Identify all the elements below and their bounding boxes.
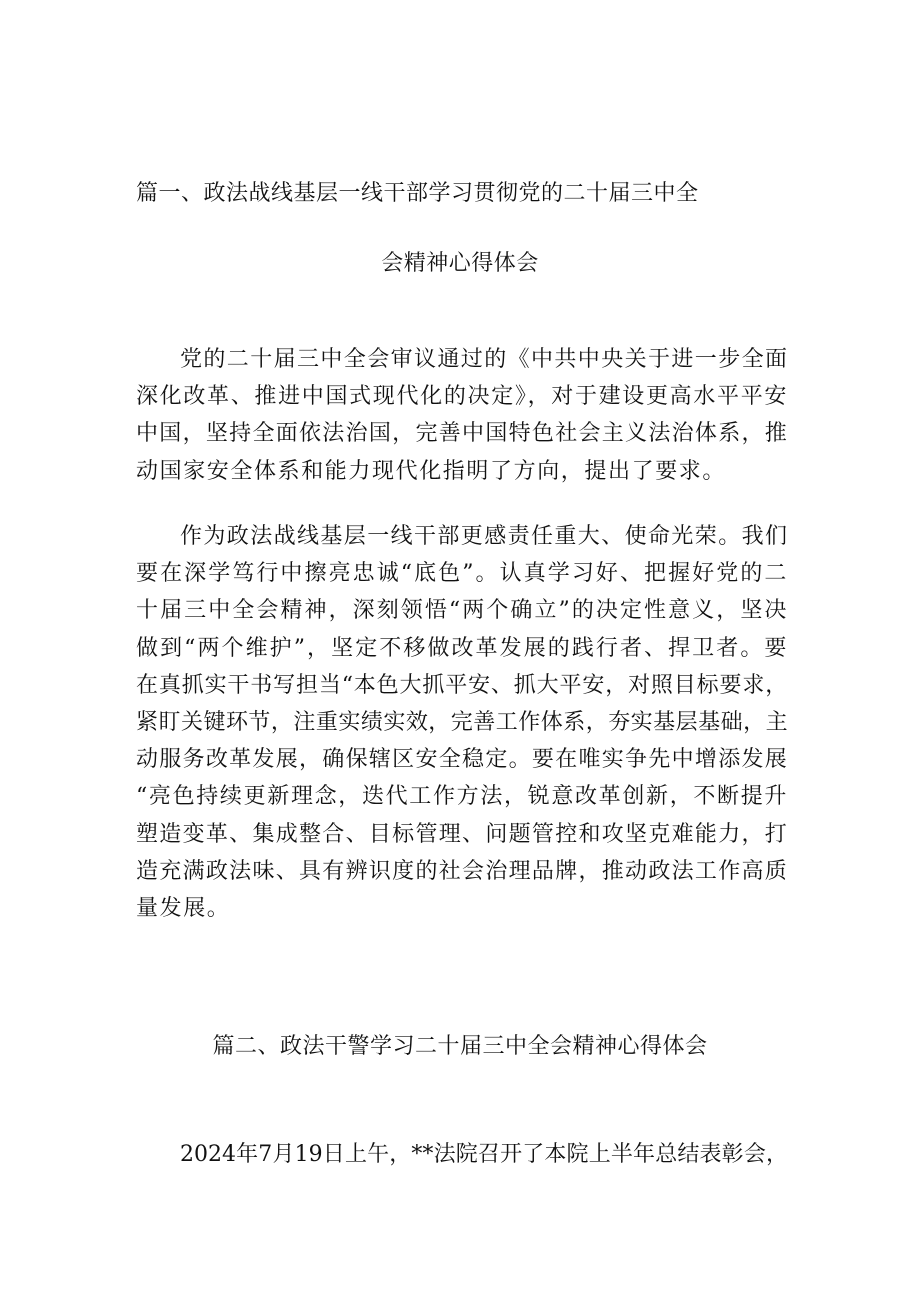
text-line: 在真抓实干书写担当“本色大抓平安、抓大平安，对照目标要求， [136, 672, 788, 698]
text-line: 造充满政法味、具有辨识度的社会治理品牌，推动政法工作高质 [136, 858, 788, 884]
article1-title-line1: 篇一、政法战线基层一线干部学习贯彻党的二十届三中全 [136, 181, 699, 206]
article1-paragraph1 [136, 341, 788, 490]
article2-paragraph1 [136, 1136, 788, 1173]
text-line: 党的二十届三中全会审议通过的《中共中央关于进一步全面 [180, 347, 789, 372]
text-line: 作为政法战线基层一线干部更感责任重大、使命光荣。我们 [180, 524, 789, 549]
text-line: 紧盯关键环节，注重实绩实效，完善工作体系，夯实基层基础，主 [136, 710, 788, 736]
text-line: 深化改革、推进中国式现代化的决定》，对于建设更高水平平安 [136, 384, 788, 410]
article1-title-line2: 会精神心得体会 [381, 251, 539, 276]
text-line: 中国，坚持全面依法治国，完善中国特色社会主义法治体系，推 [136, 421, 788, 447]
text-line: “亮色持续更新理念，迭代工作方法，锐意改革创新，不断提升 [136, 784, 788, 810]
text-line: 2024年7月19日上午，**法院召开了本院上半年总结表彰会， [180, 1142, 788, 1167]
text-line: 做到“两个维护”，坚定不移做改革发展的践行者、捍卫者。要 [136, 635, 788, 661]
article2-title: 篇二、政法干警学习二十届三中全会精神心得体会 [212, 1034, 708, 1059]
article1-paragraph2 [136, 518, 788, 927]
text-line: 塑造变革、集成整合、目标管理、问题管控和攻坚克难能力，打 [136, 821, 788, 847]
text-line: 量发展。 [136, 896, 231, 922]
text-line: 动服务改革发展，确保辖区安全稳定。要在唯实争先中增添发展 [136, 747, 788, 773]
text-line: 动国家安全体系和能力现代化指明了方向，提出了要求。 [136, 458, 727, 484]
text-line: 要在深学笃行中擦亮忠诚“底色”。认真学习好、把握好党的二 [136, 561, 788, 587]
text-line: 十届三中全会精神，深刻领悟“两个确立”的决定性意义，坚决 [136, 598, 788, 624]
